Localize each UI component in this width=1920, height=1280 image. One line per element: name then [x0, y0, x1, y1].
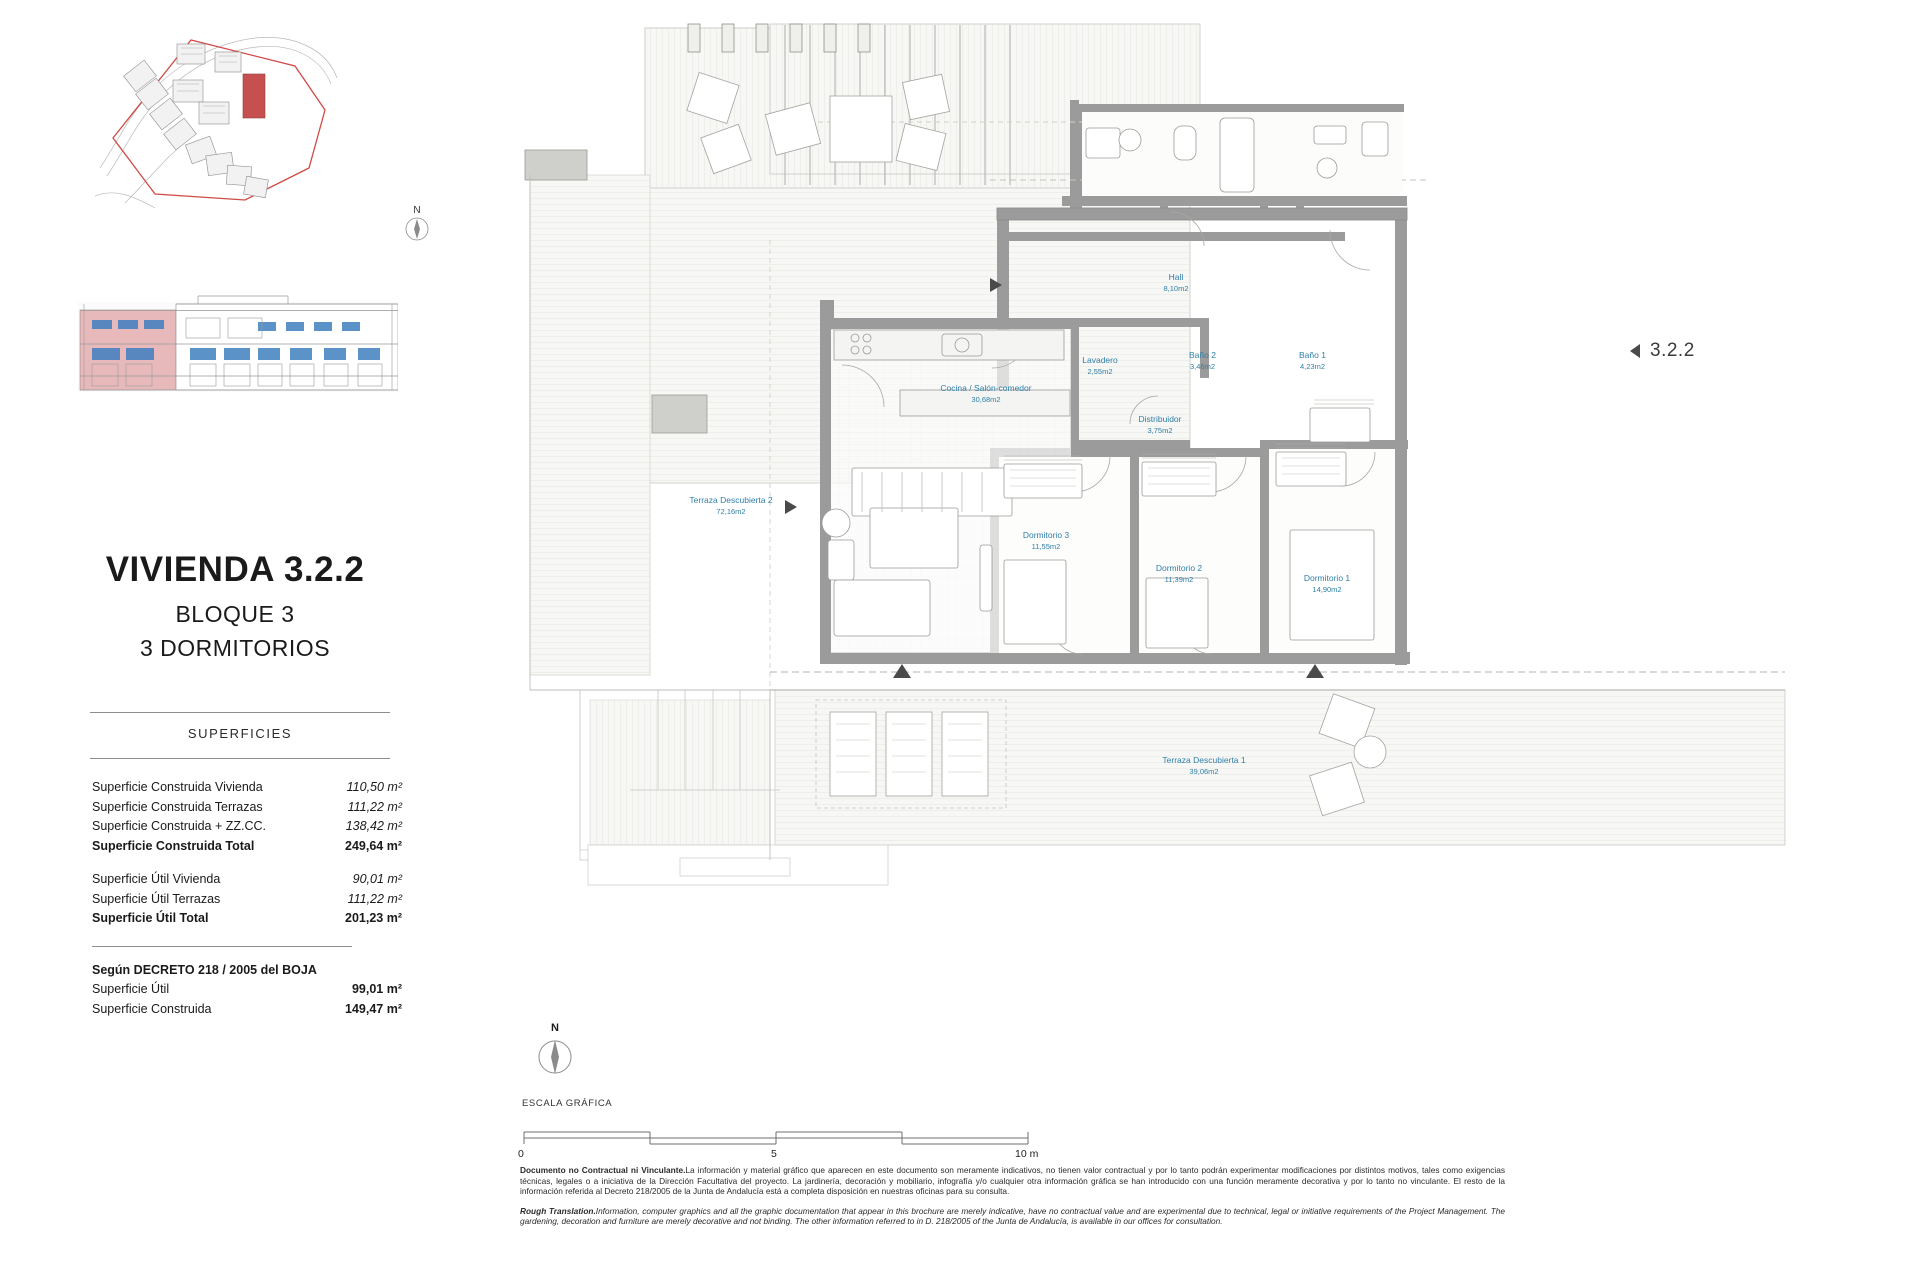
unit-tag-arrow-icon	[1630, 344, 1640, 358]
row-value: 249,64 m²	[345, 838, 402, 853]
row-label: Superficie Construida Total	[92, 838, 255, 853]
unit-tag: 3.2.2	[1650, 340, 1695, 361]
table-row	[92, 817, 402, 837]
room-label-bano-1: Baño 1 4,23m2	[1299, 350, 1326, 371]
table-row-total	[92, 909, 402, 929]
room-label-bano-2: Baño 2 3,46m2	[1189, 350, 1216, 371]
row-label: Superficie Útil Vivienda	[92, 872, 221, 886]
bedrooms-subtitle: 3 DORMITORIOS	[139, 635, 331, 661]
table-row	[92, 798, 402, 818]
divider-under-heading	[90, 758, 390, 759]
north-label-large: N	[551, 1022, 559, 1034]
scale-caption: ESCALA GRÁFICA	[522, 1098, 613, 1109]
legal-english	[520, 1206, 1505, 1227]
row-label: Superficie Útil Terrazas	[92, 891, 221, 906]
room-label-distribuidor: Distribuidor 3,75m2	[1138, 414, 1182, 435]
north-arrow-large	[532, 1022, 578, 1084]
room-label-hall: Hall 8,10m2	[1163, 272, 1189, 293]
block-subtitle: BLOQUE 3	[175, 601, 295, 627]
info-panel	[0, 0, 470, 1280]
table-row	[92, 1000, 402, 1020]
table-row	[92, 890, 402, 910]
table-row	[92, 980, 402, 1000]
row-label: Superficie Construida	[92, 1001, 212, 1016]
row-value: 111,22 m²	[347, 799, 402, 814]
site-plan-thumbnail	[95, 18, 345, 218]
scale-tick-10: 10 m	[1015, 1148, 1039, 1160]
room-label-dormitorio-1: Dormitorio 1 14,90m2	[1303, 573, 1351, 594]
room-label-dormitorio-3: Dormitorio 3 11,55m2	[1022, 530, 1070, 551]
legal-spanish-bold: Documento no Contractual ni Vinculante.	[520, 1165, 686, 1175]
legal-spanish-text: La información y material gráfico que aparecen en este documento son meramente indicativos, no tienen valor contractual y por lo tanto podrán experimentar modificaciones por distintos motivos, tales como exigencias técnicas, legales o a iniciativa de la Dirección Facultativa del proyecto. La jardinería, decoración y mobiliario, infografía y/o cualquier otra información gráfica se han introducido con una función meramente decorativa y por lo tanto no vinculante. El resto de la información referida al Decreto 218/2005 de la Junta de Andalucía está a completa disposición en nuestras oficinas para su consulta.	[520, 1165, 1505, 1197]
row-label: Superficie Construida + ZZ.CC.	[92, 819, 267, 833]
table-row-total	[92, 837, 402, 857]
north-label-small: N	[413, 205, 421, 216]
page-title: VIVIENDA 3.2.2	[105, 550, 365, 589]
room-label-terraza-2: Terraza Descubierta 2 72,16m2	[689, 495, 773, 516]
superficies-table	[92, 778, 402, 929]
scale-tick-5: 5	[771, 1148, 777, 1160]
divider-top	[90, 712, 390, 713]
row-value: 99,01 m²	[351, 982, 402, 996]
row-value: 111,22 m²	[347, 891, 402, 906]
floor-plan-drawing	[470, 0, 1920, 1280]
decreto-block	[92, 963, 402, 1019]
row-value: 201,23 m²	[345, 911, 402, 925]
legal-disclaimer	[520, 1165, 1505, 1236]
room-label-lavadero: Lavadero 2,55m2	[1082, 355, 1118, 376]
scale-tick-0: 0	[518, 1148, 524, 1160]
row-label: Superficie Construida Terrazas	[92, 799, 263, 814]
row-value: 138,42 m²	[345, 819, 402, 833]
row-label: Superficie Construida Vivienda	[92, 780, 263, 794]
row-value: 90,01 m²	[352, 872, 402, 886]
table-row	[92, 778, 402, 798]
row-value: 110,50 m²	[346, 780, 402, 794]
room-label-dormitorio-2: Dormitorio 2 11,39m2	[1155, 563, 1203, 584]
legal-spanish	[520, 1165, 1505, 1197]
superficies-heading: SUPERFICIES	[187, 726, 293, 741]
legal-english-bold: Rough Translation.	[520, 1205, 596, 1216]
legal-english-text: Information, computer graphics and all the graphic documentation that appear in this brochure are merely indicative, have no contractual value and are experimental due to technical, legal or initiative requirements of the Project Management. The gardening, decoration and furniture are merely decorative and not binding. The other information referred to in D. 218/2005 of the Junta de Andalucía, is available in our offices for consultation.	[520, 1205, 1505, 1227]
row-value: 149,47 m²	[345, 1001, 402, 1016]
row-label: Superficie Útil Total	[92, 911, 209, 925]
table-row	[92, 870, 402, 890]
title-block	[0, 550, 470, 662]
divider-decreto	[92, 946, 352, 947]
room-label-terraza-1: Terraza Descubierta 1 39,06m2	[1162, 755, 1246, 776]
decreto-heading: Según DECRETO 218 / 2005 del BOJA	[92, 963, 317, 977]
elevation-thumbnail	[78, 282, 398, 400]
row-label: Superficie Útil	[92, 982, 170, 996]
north-arrow-small	[400, 205, 434, 245]
room-label-cocina-salon: Cocina / Salón-comedor 30,68m2	[940, 383, 1032, 404]
